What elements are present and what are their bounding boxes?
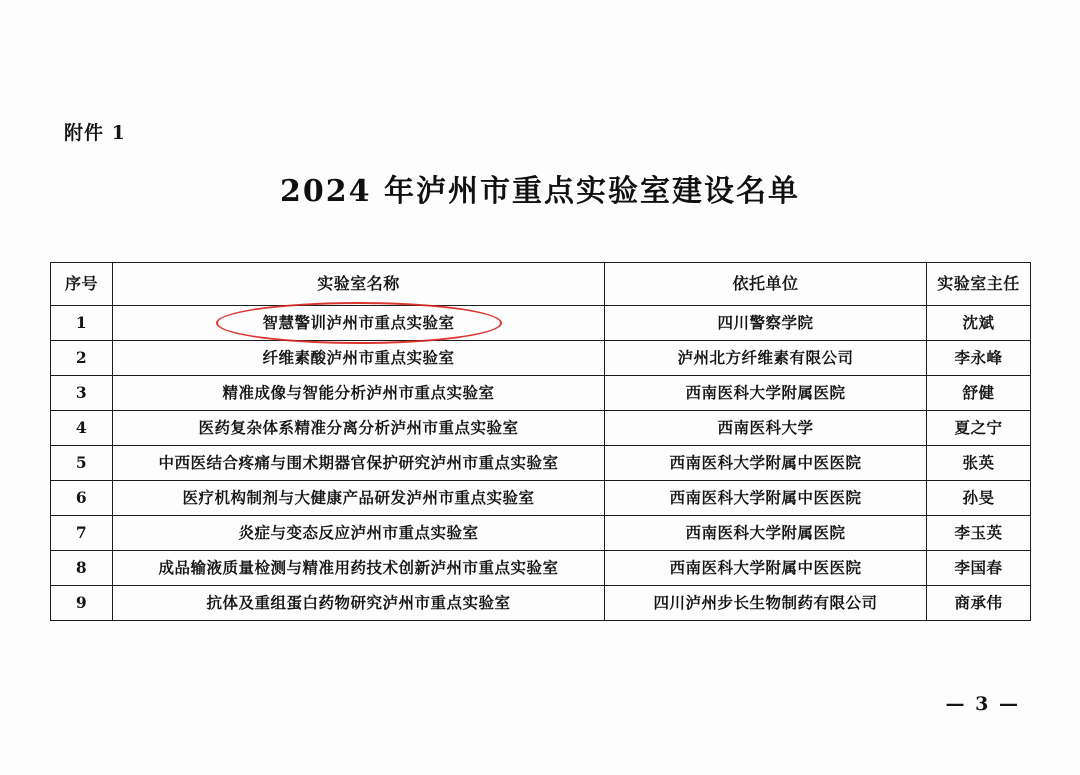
cell-name: 纤维素酸泸州市重点实验室 xyxy=(113,341,605,376)
table-row xyxy=(51,446,1031,481)
cell-org: 四川警察学院 xyxy=(605,306,927,341)
cell-name: 抗体及重组蛋白药物研究泸州市重点实验室 xyxy=(113,586,605,621)
cell-name: 医药复杂体系精准分离分析泸州市重点实验室 xyxy=(113,411,605,446)
cell-org: 四川泸州步长生物制药有限公司 xyxy=(605,586,927,621)
cell-org: 西南医科大学附属医院 xyxy=(605,516,927,551)
attachment-label: 附件 1 xyxy=(64,122,126,144)
table-row xyxy=(51,411,1031,446)
page-title: 2024 年泸州市重点实验室建设名单 xyxy=(280,174,800,209)
table-body xyxy=(51,306,1031,621)
cell-name: 成品输液质量检测与精准用药技术创新泸州市重点实验室 xyxy=(113,551,605,586)
cell-head: 李永峰 xyxy=(927,341,1031,376)
cell-name-text: 智慧警训泸州市重点实验室 xyxy=(262,312,455,332)
cell-index: 9 xyxy=(51,586,113,621)
table-row xyxy=(51,586,1031,621)
cell-index: 5 xyxy=(51,446,113,481)
cell-name: 炎症与变态反应泸州市重点实验室 xyxy=(113,516,605,551)
cell-head: 孙旻 xyxy=(927,481,1031,516)
cell-index: 4 xyxy=(51,411,113,446)
table-header-row xyxy=(51,263,1031,306)
cell-org: 西南医科大学 xyxy=(605,411,927,446)
page-number: — 3 — xyxy=(945,693,1020,715)
table-row xyxy=(51,551,1031,586)
cell-head: 李玉英 xyxy=(927,516,1031,551)
cell-name xyxy=(113,306,605,341)
cell-head: 商承伟 xyxy=(927,586,1031,621)
cell-org: 泸州北方纤维素有限公司 xyxy=(605,341,927,376)
laboratory-list-table xyxy=(50,262,1031,621)
column-header-org: 依托单位 xyxy=(605,263,927,306)
cell-head: 沈斌 xyxy=(927,306,1031,341)
table-row xyxy=(51,516,1031,551)
cell-index: 3 xyxy=(51,376,113,411)
laboratory-list-table-wrapper xyxy=(50,262,1030,621)
table-row xyxy=(51,306,1031,341)
cell-org: 西南医科大学附属中医医院 xyxy=(605,481,927,516)
column-header-index: 序号 xyxy=(51,263,113,306)
column-header-head: 实验室主任 xyxy=(927,263,1031,306)
cell-head: 夏之宁 xyxy=(927,411,1031,446)
cell-index: 7 xyxy=(51,516,113,551)
cell-name: 中西医结合疼痛与围术期器官保护研究泸州市重点实验室 xyxy=(113,446,605,481)
table-row xyxy=(51,481,1031,516)
cell-head: 舒健 xyxy=(927,376,1031,411)
cell-org: 西南医科大学附属中医医院 xyxy=(605,446,927,481)
cell-index: 1 xyxy=(51,306,113,341)
table-header xyxy=(51,263,1031,306)
table-row xyxy=(51,341,1031,376)
cell-name: 精准成像与智能分析泸州市重点实验室 xyxy=(113,376,605,411)
cell-head: 张英 xyxy=(927,446,1031,481)
cell-org: 西南医科大学附属中医医院 xyxy=(605,551,927,586)
cell-index: 8 xyxy=(51,551,113,586)
cell-index: 6 xyxy=(51,481,113,516)
cell-index: 2 xyxy=(51,341,113,376)
column-header-name: 实验室名称 xyxy=(113,263,605,306)
cell-name: 医疗机构制剂与大健康产品研发泸州市重点实验室 xyxy=(113,481,605,516)
cell-org: 西南医科大学附属医院 xyxy=(605,376,927,411)
table-row xyxy=(51,376,1031,411)
cell-head: 李国春 xyxy=(927,551,1031,586)
